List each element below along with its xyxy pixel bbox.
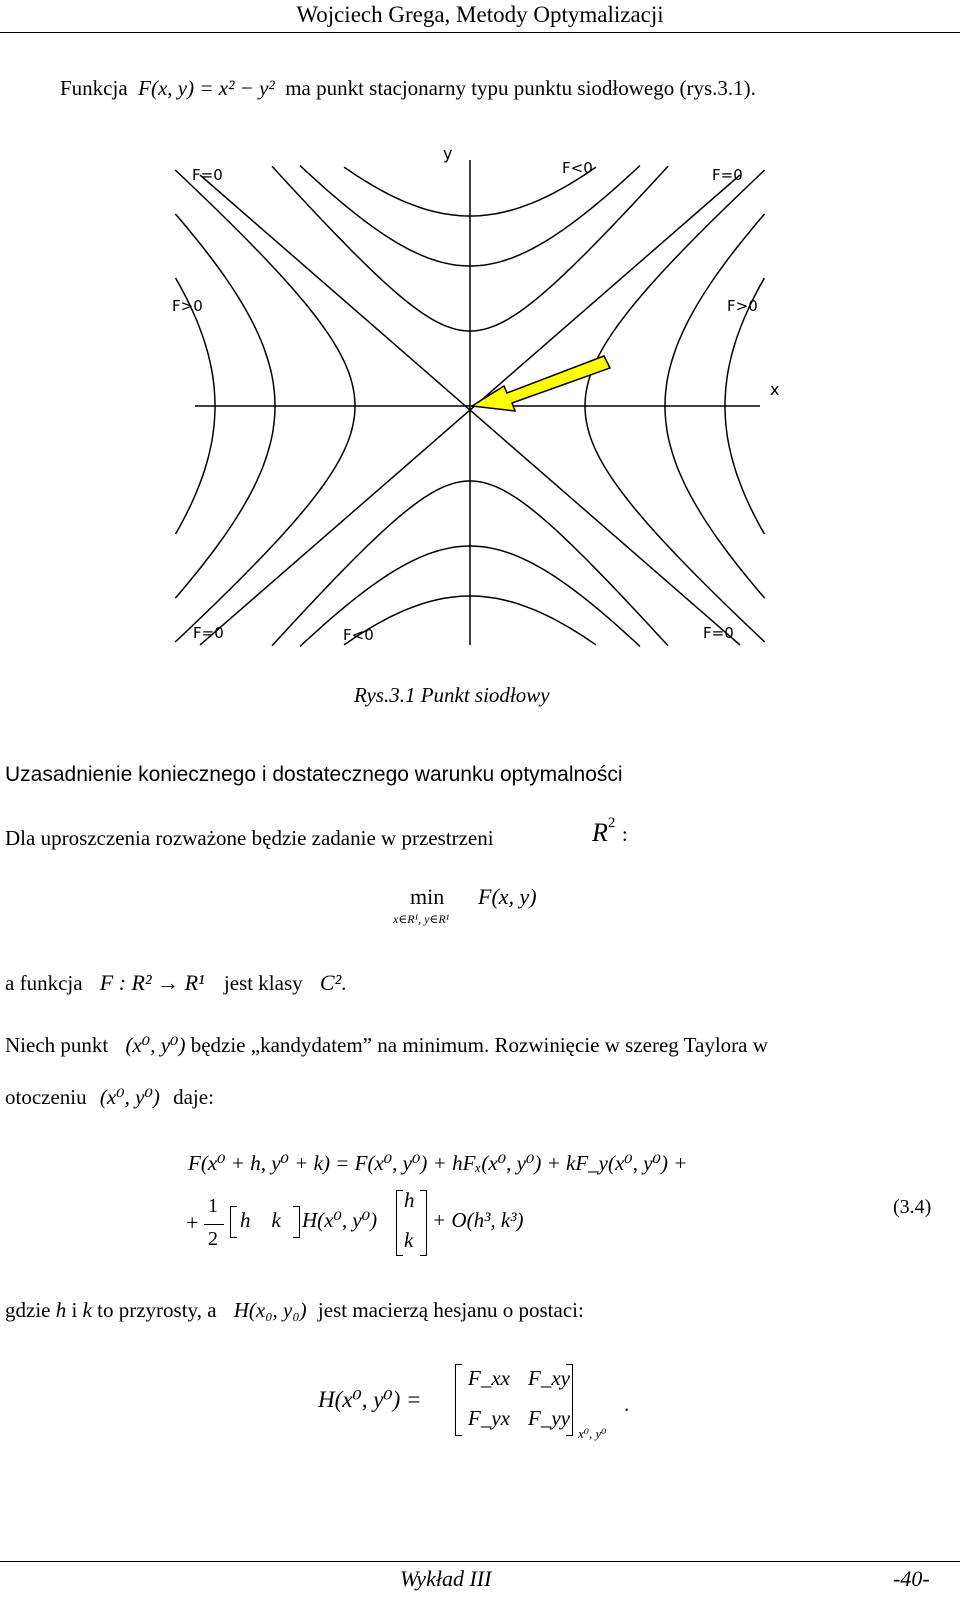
label-bottom-left: F=0 [193, 624, 224, 642]
label-bottom-right: F=0 [703, 624, 734, 642]
matrix-m11: F_xx [468, 1366, 510, 1390]
niech-post: będzie „kandydatem” na minimum. Rozwinięcie w szereg Taylora w [190, 1033, 768, 1057]
footer-rule [0, 1561, 960, 1562]
footer-lecture: Wykład III [400, 1566, 492, 1591]
hessian-term: H(x⁰, y⁰) [302, 1208, 378, 1232]
gdzie-mid: to przyrosty, a [97, 1298, 217, 1322]
equation-number: (3.4) [893, 1196, 932, 1218]
matrix-bracket-right [566, 1364, 573, 1436]
matrix-dot: . [624, 1392, 630, 1416]
frac-denominator: 2 [208, 1228, 218, 1250]
otoczeniu-line [5, 1085, 214, 1110]
intro-pre: Funkcja [60, 76, 128, 100]
min-subscript: x∈R¹, y∈R¹ [393, 912, 450, 926]
matrix-m12: F_xy [528, 1366, 570, 1390]
matrix-bracket-left [455, 1364, 462, 1436]
min-operator: min [410, 884, 445, 909]
intro-post: ma punkt stacjonarny typu punktu siodłowego (rys.3.1). [285, 76, 756, 100]
otoczeniu-point: (x⁰, y⁰) [99, 1085, 160, 1109]
gdzie-k: k [82, 1298, 92, 1322]
taylor-tail: + O(h³, k³) [432, 1208, 524, 1232]
matrix-subscript: x⁰, y⁰ [578, 1426, 607, 1441]
otoczeniu-pre: otoczeniu [5, 1085, 87, 1109]
label-mid-left: F>0 [172, 297, 203, 315]
min-function: F(x, y) [478, 884, 537, 909]
gdzie-line [5, 1298, 584, 1323]
label-top-mid: F<0 [562, 159, 593, 177]
gdzie-i: i [71, 1298, 78, 1322]
niech-point: (x⁰, y⁰) [125, 1033, 186, 1057]
function-pre: a funkcja [5, 971, 83, 995]
problem-line [5, 826, 494, 851]
function-end: . [341, 971, 347, 995]
otoczeniu-post: daje: [173, 1085, 214, 1109]
axis-y-label: y [443, 144, 453, 163]
axis-x-label: x [770, 380, 780, 399]
col-bracket-left [396, 1190, 403, 1256]
hessian-lhs: H(x⁰, y⁰) = [318, 1387, 422, 1412]
gdzie-h: h [55, 1298, 67, 1322]
footer-page: -40- [893, 1566, 930, 1591]
row-bracket-right [293, 1206, 300, 1238]
page-header: Wojciech Grega, Metody Optymalizacji [296, 2, 664, 27]
label-top-left: F=0 [192, 166, 223, 184]
label-bottom-mid: F<0 [343, 626, 374, 644]
matrix-m21: F_yx [468, 1406, 510, 1430]
space-exponent: 2 [607, 815, 616, 831]
label-mid-right: F>0 [727, 297, 758, 315]
function-class: C² [319, 970, 342, 995]
saddle-figure [0, 0, 960, 670]
gdzie-pre: gdzie [5, 1298, 51, 1322]
niech-pre: Niech punkt [5, 1033, 109, 1057]
space-symbol [592, 815, 628, 848]
space-colon: : [621, 822, 628, 846]
gdzie-post: jest macierzą hesjanu o postaci: [317, 1298, 584, 1322]
fraction-bar [204, 1224, 224, 1225]
col-bottom: k [404, 1228, 414, 1252]
arrow-icon [472, 356, 610, 411]
taylor-plus: + [186, 1210, 199, 1235]
col-bracket-right [420, 1190, 427, 1256]
matrix-m22: F_yy [528, 1406, 570, 1430]
niech-line [5, 1033, 768, 1058]
function-mid: jest klasy [223, 971, 303, 995]
problem-text: Dla uproszczenia rozważone będzie zadanie w przestrzeni [5, 826, 494, 850]
space-letter: R [592, 818, 608, 847]
frac-numerator: 1 [208, 1195, 218, 1217]
intro-formula: F(x, y) = x² − y² [138, 76, 275, 100]
col-top: h [404, 1188, 415, 1212]
gdzie-hessian: H(x₀, y₀) [233, 1298, 307, 1322]
function-map: F : R² → R¹ [99, 970, 205, 995]
row-vector: h k [240, 1208, 281, 1232]
row-bracket-left [230, 1206, 237, 1238]
function-line [5, 970, 346, 996]
taylor-line-1: F(x⁰ + h, y⁰ + k) = F(x⁰, y⁰) + hFₓ(x⁰, y⁰) + kF_y(x⁰, y⁰) + [188, 1151, 688, 1175]
label-top-right: F=0 [712, 166, 743, 184]
section-heading: Uzasadnienie koniecznego i dostatecznego warunku optymalności [5, 763, 623, 786]
figure-caption: Rys.3.1 Punkt siodłowy [354, 683, 550, 707]
